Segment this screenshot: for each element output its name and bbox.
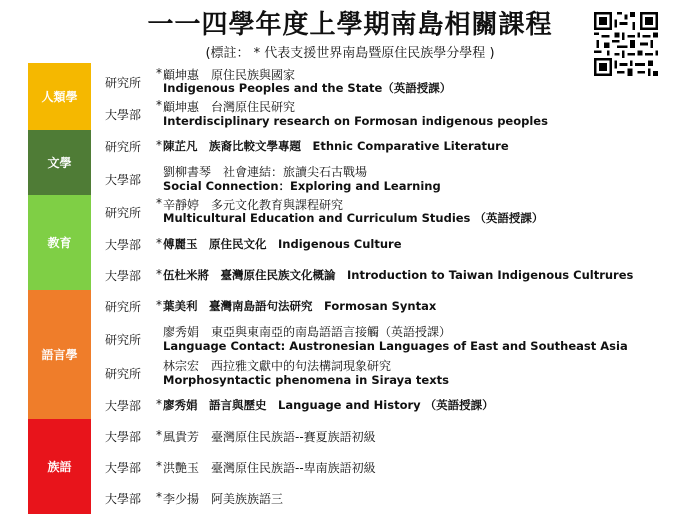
- course-title: 李少揚 阿美族族語三: [163, 492, 284, 506]
- legend-note: (標註： * 代表支援世界南島暨原住民族學分學程 ): [205, 46, 495, 61]
- category-literature: 文學: [28, 130, 91, 195]
- course-title-en: Indigenous Peoples and the State（英語授課）: [163, 81, 452, 95]
- course-marker: *: [156, 490, 162, 504]
- category-education: 教育: [28, 195, 91, 290]
- category-anthropology: 人類學: [28, 63, 91, 130]
- course-marker: *: [156, 66, 162, 80]
- course-title-en: Morphosyntactic phenomena in Siraya texts: [163, 373, 449, 387]
- course-row: [105, 298, 700, 316]
- course-row: [105, 323, 700, 357]
- course-row: [105, 66, 700, 100]
- course-title-en: Social Connection：Exploring and Learning: [163, 179, 441, 193]
- course-level: 大學部: [105, 269, 142, 283]
- course-marker: *: [156, 267, 162, 281]
- course-row: [105, 196, 700, 230]
- course-row: [105, 236, 700, 254]
- course-level: 大學部: [105, 492, 142, 506]
- course-level: 研究所: [105, 300, 142, 314]
- course-level: 大學部: [105, 173, 142, 187]
- course-row: [105, 490, 700, 508]
- course-marker: *: [156, 459, 162, 473]
- course-marker: *: [156, 236, 162, 250]
- course-row: [105, 163, 700, 197]
- course-level: 大學部: [105, 461, 142, 475]
- category-linguistics: 語言學: [28, 290, 91, 419]
- course-level: 研究所: [105, 367, 142, 381]
- course-title-zh: 顧坤惠 台灣原住民研究: [163, 100, 296, 114]
- course-row: [105, 357, 700, 391]
- course-level: 研究所: [105, 333, 142, 347]
- course-level: 大學部: [105, 430, 142, 444]
- course-title-zh: 劉柳書琴 社會連結：旅讀尖石古戰場: [163, 165, 368, 179]
- course-marker: *: [156, 98, 162, 112]
- course-title-zh: 辛靜婷 多元文化教育與課程研究: [163, 198, 344, 212]
- course-row: [105, 138, 700, 156]
- course-level: 研究所: [105, 76, 142, 90]
- course-marker: *: [156, 138, 162, 152]
- course-title-en: Language Contact: Austronesian Languages of East and Southeast Asia: [163, 339, 628, 353]
- course-title: 廖秀娟 語言與歷史 Language and History （英語授課）: [163, 398, 494, 412]
- course-title: 洪艷玉 臺灣原住民族語--卑南族語初級: [163, 461, 376, 475]
- category-languages: 族語: [28, 419, 91, 514]
- course-title-en: Interdisciplinary research on Formosan indigenous peoples: [163, 114, 548, 128]
- course-title: 風貴芳 臺灣原住民族語--賽夏族語初級: [163, 430, 376, 444]
- course-row: [105, 397, 700, 415]
- course-marker: *: [156, 298, 162, 312]
- course-title-en: Multicultural Education and Curriculum Studies （英語授課）: [163, 211, 544, 225]
- course-marker: *: [156, 196, 162, 210]
- course-row: [105, 98, 700, 132]
- course-title-zh: 顧坤惠 原住民族與國家: [163, 68, 296, 82]
- course-level: 大學部: [105, 399, 142, 413]
- course-row: [105, 428, 700, 446]
- course-marker: *: [156, 428, 162, 442]
- course-level: 大學部: [105, 108, 142, 122]
- course-marker: *: [156, 397, 162, 411]
- course-title-zh: 林宗宏 西拉雅文獻中的句法構詞現象研究: [163, 359, 392, 373]
- course-level: 研究所: [105, 206, 142, 220]
- course-level: 研究所: [105, 140, 142, 154]
- course-title: 陳芷凡 族裔比較文學專題 Ethnic Comparative Literature: [163, 139, 509, 153]
- course-title: 傅麗玉 原住民文化 Indigenous Culture: [163, 237, 402, 251]
- course-level: 大學部: [105, 238, 142, 252]
- course-title-zh: 廖秀娟 東亞與東南亞的南島語語言接觸（英語授課）: [163, 325, 452, 339]
- course-row: [105, 459, 700, 477]
- course-title: 葉美利 臺灣南島語句法研究 Formosan Syntax: [163, 299, 437, 313]
- page-title: 一一四學年度上學期南島相關課程: [147, 10, 553, 40]
- course-title: 伍杜米將 臺灣原住民族文化概論 Introduction to Taiwan Indigenous Cultrures: [163, 268, 634, 282]
- course-row: [105, 267, 700, 285]
